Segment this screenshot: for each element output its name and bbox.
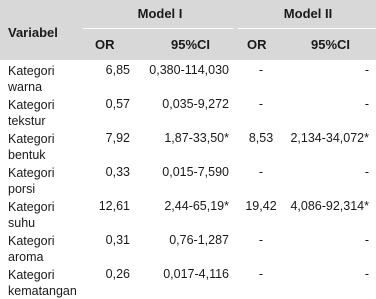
ci-1-cell: 1,87-33,50* [164, 131, 229, 145]
variable-line-1: Kategori [8, 132, 55, 146]
variable-line-1: Kategori [8, 200, 55, 214]
or-1-cell: 0,57 [105, 97, 130, 111]
variable-line-2: bentuk [8, 148, 46, 162]
or-2-cell: - [258, 233, 264, 247]
table-header [0, 0, 376, 60]
variable-cell [8, 63, 55, 95]
variable-line-2: tekstur [8, 114, 46, 128]
ci-1-cell: 0,017-4,116 [163, 267, 229, 281]
or-1-cell: 12,61 [98, 199, 130, 213]
ci-2-cell: - [364, 267, 369, 281]
variable-cell [8, 199, 55, 231]
or-2-cell: 8,53 [248, 131, 274, 145]
or-1-cell: 6,85 [105, 63, 130, 77]
variable-cell [8, 131, 55, 163]
or-1-cell: 7,92 [105, 131, 130, 145]
ci-1-cell: 0,76-1,287 [169, 233, 229, 247]
variable-line-1: Kategori [8, 268, 55, 282]
header-ci-2: 95%CI [311, 37, 351, 52]
variable-line-2: porsi [8, 182, 36, 196]
variable-line-1: Kategori [8, 166, 55, 180]
ci-2-cell: 4,086-92,314* [290, 199, 369, 213]
ci-2-cell: - [364, 165, 369, 179]
ci-1-cell: 0,035-9,272 [162, 97, 229, 111]
ci-2-cell: - [364, 63, 369, 77]
variable-cell [8, 233, 55, 265]
variable-line-1: Kategori [8, 98, 55, 112]
variable-line-2: kematangan [8, 284, 77, 298]
variable-cell [8, 267, 77, 299]
header-divider-model2 [238, 28, 376, 29]
ci-1-cell: 2,44-65,19* [164, 199, 229, 213]
ci-2-cell: - [364, 233, 369, 247]
variable-line-2: suhu [8, 216, 36, 230]
or-1-cell: 0,33 [105, 165, 130, 179]
variable-line-1: Kategori [8, 64, 55, 78]
header-or-1: OR [95, 37, 115, 52]
variable-cell [8, 97, 55, 129]
header-model-1: Model I [137, 6, 183, 21]
or-2-cell: - [258, 63, 264, 77]
or-2-cell: - [258, 97, 264, 111]
or-2-cell: 19,42 [245, 199, 277, 213]
ci-2-cell: - [364, 97, 369, 111]
header-model-2: Model II [283, 6, 333, 21]
header-variable: Variabel [8, 25, 58, 40]
variable-line-1: Kategori [8, 234, 55, 248]
header-ci-1: 95%CI [171, 37, 211, 52]
ci-1-cell: 0,380-114,030 [149, 63, 229, 77]
header-divider-model1 [83, 28, 233, 29]
ci-2-cell: 2,134-34,072* [290, 131, 369, 145]
variable-line-2: aroma [8, 250, 44, 264]
ci-1-cell: 0,015-7,590 [162, 165, 229, 179]
variable-cell [8, 165, 55, 197]
header-or-2: OR [247, 37, 267, 52]
or-2-cell: - [258, 165, 264, 179]
or-1-cell: 0,31 [105, 233, 130, 247]
variable-line-2: warna [8, 80, 43, 94]
or-2-cell: - [258, 267, 264, 281]
or-1-cell: 0,26 [105, 267, 130, 281]
